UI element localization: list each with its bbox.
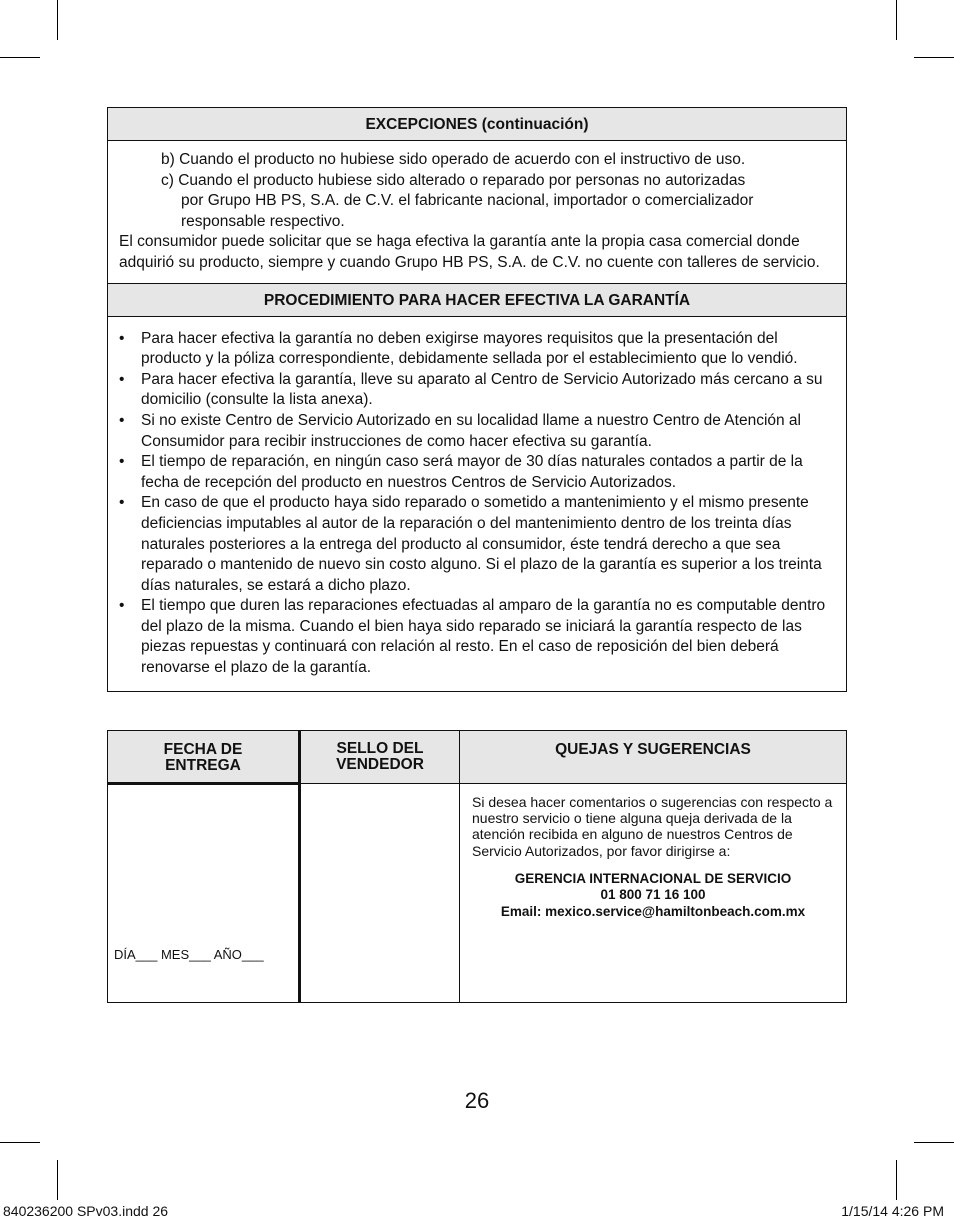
excepciones-header: EXCEPCIONES (continuación)	[108, 108, 846, 141]
list-item-text: En caso de que el producto haya sido reparado o sometido a mantenimiento y el mismo presente deficiencias imputables al autor de la reparación o del mantenimiento dentro de los treinta días naturales posteriores a la entrega del producto al consumidor, éste tendrá derecho a que sea reparado o mantenido de nuevo sin costo alguno. Si el plazo de la garantía es superior a los treinta días naturales, se estará a dicho plazo.	[141, 494, 822, 594]
bullet-icon: •	[119, 329, 125, 347]
list-item-text: Si no existe Centro de Servicio Autorizado en su localidad llame a nuestro Centro de Atención al Consumidor para recibir instrucciones de como hacer efectiva su garantía.	[141, 411, 801, 450]
crop-mark	[914, 1142, 954, 1143]
list-item-text: El tiempo de reparación, en ningún caso será mayor de 30 días naturales contados a partir de la fecha de recepción del producto en nuestros Centros de Servicio Autorizados.	[141, 453, 803, 491]
list-item	[119, 596, 840, 678]
bullet-icon: •	[119, 370, 125, 388]
footer-file: 840236200 SPv03.indd 26	[3, 1203, 169, 1219]
contact-block	[472, 871, 834, 921]
fecha-entrega-header	[107, 730, 300, 784]
date-fields: DÍA___ MES___ AÑO___	[114, 947, 264, 962]
delivery-grid	[107, 730, 847, 1003]
crop-mark	[57, 0, 58, 40]
crop-mark	[0, 57, 40, 58]
crop-mark	[914, 57, 954, 58]
bullet-icon: •	[119, 453, 125, 471]
quejas-cell	[459, 783, 847, 1003]
sello-line1: SELLO DEL	[336, 740, 424, 757]
procedure-list	[119, 329, 840, 679]
exception-item-b: b) Cuando el producto no hubiese sido operado de acuerdo con el instructivo de uso.	[161, 151, 746, 168]
crop-mark	[896, 0, 897, 40]
list-item-text: El tiempo que duren las reparaciones efectuadas al amparo de la garantía no es computable dentro del plazo de la misma. Cuando el bien haya sido reparado se iniciará la garantía respecto de las piezas repuestas y continuará con relación al resto. En el caso de reposición del bien deberá renovarse el plazo de la garantía.	[141, 597, 826, 677]
page-number: 26	[464, 1088, 490, 1113]
list-item	[119, 411, 840, 452]
list-item-text: Para hacer efectiva la garantía no deben exigirse mayores requisitos que la presentación del producto y la póliza correspondiente, debidamente sellada por el establecimiento que lo vendió.	[141, 329, 798, 368]
exception-item-c-line1: c) Cuando el producto hubiese sido alterado o reparado por personas no autorizadas	[161, 171, 746, 189]
fecha-line2: ENTREGA	[165, 757, 241, 774]
procedimiento-header: PROCEDIMIENTO PARA HACER EFECTIVA LA GARANTÍA	[108, 283, 846, 317]
bullet-icon: •	[119, 597, 125, 615]
crop-mark	[896, 1160, 897, 1200]
exception-item-c-line3: responsable respectivo.	[181, 212, 345, 230]
contact-phone: 01 800 71 16 100	[600, 887, 706, 903]
exception-item-c	[119, 171, 836, 233]
consumer-paragraph: El consumidor puede solicitar que se haga efectiva la garantía ante la propia casa comercial donde adquirió su producto, siempre y cuando Grupo HB PS, S.A. de C.V. no cuente con talleres de servicio.	[119, 233, 820, 271]
contact-email: Email: mexico.service@hamiltonbeach.com.mx	[500, 903, 806, 919]
list-item	[119, 493, 840, 596]
fecha-line1: FECHA DE	[163, 741, 243, 758]
fecha-entrega-cell	[107, 783, 300, 1003]
sello-vendedor-cell	[299, 783, 460, 1003]
warranty-table	[107, 107, 847, 692]
excepciones-body	[108, 141, 846, 283]
list-item	[119, 329, 840, 370]
list-item	[119, 370, 840, 411]
quejas-header: QUEJAS Y SUGERENCIAS	[459, 730, 847, 784]
contact-name: GERENCIA INTERNACIONAL DE SERVICIO	[514, 870, 792, 886]
footer-date: 1/15/14 4:26 PM	[841, 1203, 944, 1219]
bullet-icon: •	[119, 411, 125, 429]
sello-line2: VENDEDOR	[336, 756, 424, 773]
sello-vendedor-header	[299, 730, 460, 784]
list-item	[119, 452, 840, 493]
crop-mark	[0, 1142, 40, 1143]
quejas-text: Si desea hacer comentarios o sugerencias con respecto a nuestro servicio o tiene alguna queja derivada de la atención recibida en alguno de nuestros Centros de Servicio Autorizados, por favor dirigirse a:	[472, 794, 833, 859]
exception-item-c-line2: por Grupo HB PS, S.A. de C.V. el fabricante nacional, importador o comercializador	[181, 192, 754, 210]
list-item-text: Para hacer efectiva la garantía, lleve su aparato al Centro de Servicio Autorizado más cercano a su domicilio (consulte la lista anexa).	[141, 370, 823, 409]
procedimiento-body	[108, 317, 846, 691]
crop-mark	[57, 1160, 58, 1200]
bullet-icon: •	[119, 494, 125, 512]
